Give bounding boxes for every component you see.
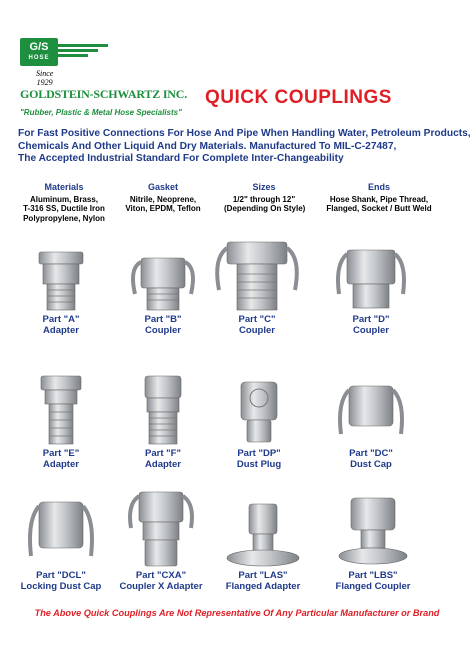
company-slogan: "Rubber, Plastic & Metal Hose Specialists" [20, 108, 182, 117]
part-description: Adapter [43, 325, 79, 336]
page-title: QUICK COUPLINGS [205, 87, 392, 108]
part-description: Coupler X Adapter [119, 581, 203, 592]
part-description: Flanged Adapter [225, 581, 301, 592]
logo-stripes [58, 44, 108, 60]
part-description: Adapter [43, 459, 79, 470]
coupler-image [329, 246, 413, 314]
dust-plug-image [229, 376, 289, 448]
part-number: Part "CXA" [135, 570, 187, 581]
part-d-coupler [316, 246, 426, 336]
part-description: Flanged Coupler [335, 581, 411, 592]
company-logo [20, 38, 58, 66]
spec-heading: Ends [367, 182, 390, 192]
dust-cap-image [19, 494, 103, 570]
coupler-adapter-image [119, 488, 203, 570]
spec-line: Polypropylene, Nylon [23, 213, 105, 223]
since-word: Since [36, 69, 54, 78]
spec-line: Hose Shank, Pipe Thread, [329, 194, 429, 204]
logo-mark: G/S [29, 41, 49, 53]
spec-line: Aluminum, Brass, [29, 194, 98, 204]
coupler-image [209, 238, 305, 314]
part-description: Dust Cap [350, 459, 392, 470]
part-number: Part "DC" [349, 448, 393, 459]
company-name: GOLDSTEIN-SCHWARTZ INC. [20, 87, 188, 101]
spec-heading: Sizes [252, 182, 276, 192]
part-number: Part "A" [42, 314, 80, 325]
part-number: Part "D" [352, 314, 390, 325]
part-dcl-locking-dust-cap [6, 494, 116, 592]
spec-line: (Depending On Style) [224, 204, 306, 213]
part-number: Part "LAS" [238, 570, 288, 581]
part-dc-dust-cap [316, 378, 426, 470]
spec-gasket [118, 183, 208, 214]
part-description: Adapter [145, 459, 181, 470]
intro-line: Chemicals And Other Liquid And Dry Materials. Manufactured To MIL-C-27487, [18, 140, 397, 152]
part-number: Part "LBS" [348, 570, 398, 581]
spec-heading: Gasket [147, 182, 179, 192]
part-lbs-flanged-coupler [318, 494, 428, 592]
part-description: Coupler [353, 325, 389, 336]
spec-sizes [224, 183, 304, 214]
part-las-flanged-adapter [208, 500, 318, 592]
part-dp-dust-plug [204, 376, 314, 470]
part-cxa-coupler-x-adapter [106, 488, 216, 592]
part-number: Part "C" [238, 314, 276, 325]
spec-line: 1/2" through 12" [232, 194, 296, 204]
spec-line: Viton, EPDM, Teflon [125, 204, 201, 213]
spec-line: Nitrile, Neoprene, [129, 194, 197, 204]
adapter-image [31, 248, 91, 314]
since-year: 1929 [36, 78, 53, 87]
part-number: Part "E" [42, 448, 80, 459]
spec-line: Flanged, Socket / Butt Weld [326, 204, 432, 213]
part-number: Part "F" [145, 448, 181, 459]
spec-ends [318, 183, 440, 214]
part-description: Coupler [145, 325, 181, 336]
disclaimer-footer: The Above Quick Couplings Are Not Representative Of Any Particular Manufacturer or Brand [34, 608, 440, 618]
part-a-adapter [6, 248, 116, 336]
spec-line: T-316 SS, Ductile Iron [23, 204, 105, 213]
intro-line: For Fast Positive Connections For Hose And Pipe When Handling Water, Petroleum Products, [18, 128, 471, 139]
part-number: Part "DP" [237, 448, 281, 459]
since-label [36, 69, 53, 87]
part-number: Part "DCL" [36, 570, 86, 581]
adapter-image [133, 372, 193, 448]
coupler-image [123, 248, 203, 314]
part-description: Locking Dust Cap [20, 581, 102, 592]
logo-sub: HOSE [28, 55, 50, 61]
part-f-adapter [108, 372, 218, 470]
part-description: Coupler [239, 325, 275, 336]
flanged-coupler-image [333, 494, 413, 570]
adapter-image [31, 372, 91, 448]
part-c-coupler [202, 238, 312, 336]
flanged-adapter-image [223, 500, 303, 570]
spec-heading: Materials [44, 182, 84, 192]
part-description: Dust Plug [236, 459, 282, 470]
dust-cap-image [329, 378, 413, 448]
spec-materials [14, 183, 114, 223]
part-number: Part "B" [144, 314, 182, 325]
part-e-adapter [6, 372, 116, 470]
intro-line: The Accepted Industrial Standard For Complete Inter-Changeability [18, 153, 344, 164]
intro-text [18, 128, 471, 166]
